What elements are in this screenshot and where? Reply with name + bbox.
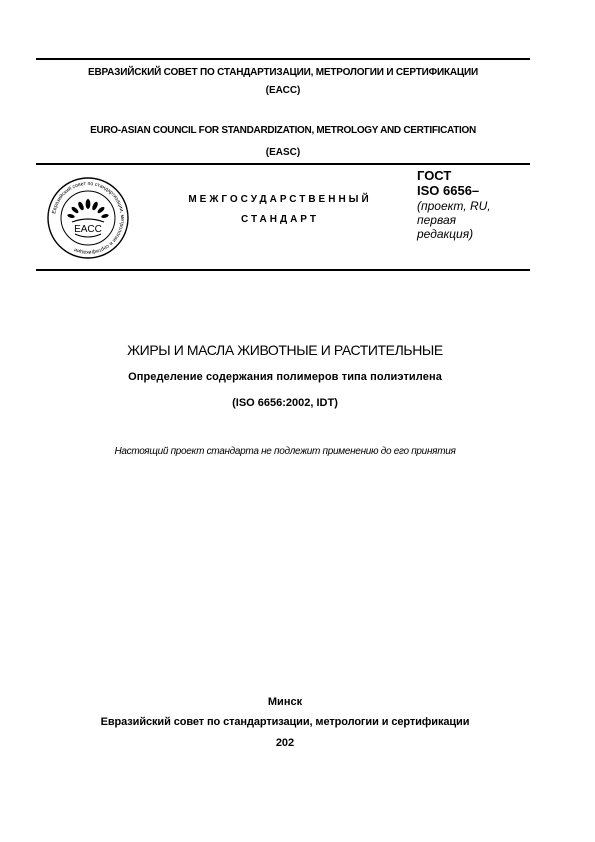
designation-block bbox=[417, 168, 537, 241]
org-name-en: EURO-ASIAN COUNCIL FOR STANDARDIZATION, METROLOGY AND CERTIFICATION bbox=[90, 125, 476, 136]
gost-note-1: (проект, RU, bbox=[417, 199, 491, 213]
middle-rule bbox=[36, 163, 530, 165]
gost-number: ISO 6656– bbox=[417, 183, 480, 198]
gost-label: ГОСТ bbox=[417, 168, 452, 183]
document-subtitle: Определение содержания полимеров типа полиэтилена bbox=[128, 371, 442, 383]
document-title: ЖИРЫ И МАСЛА ЖИВОТНЫЕ И РАСТИТЕЛЬНЫЕ bbox=[127, 342, 443, 358]
iso-reference: (ISO 6656:2002, IDT) bbox=[232, 397, 338, 409]
standard-type-line2: СТАНДАРТ bbox=[241, 214, 319, 225]
publisher-name: Евразийский совет по стандартизации, метрологии и сертификации bbox=[100, 716, 470, 728]
eacc-emblem-icon bbox=[46, 176, 130, 260]
gost-note-3: редакция) bbox=[417, 227, 474, 241]
publication-year: 202 bbox=[275, 737, 295, 749]
bottom-rule bbox=[36, 269, 530, 271]
publication-city: Минск bbox=[267, 696, 303, 708]
gost-note-2: первая bbox=[417, 213, 457, 227]
logo-ring-text: Евразийский совет по стандартизации, метрологии и сертификации bbox=[51, 180, 126, 256]
org-name-ru: ЕВРАЗИЙСКИЙ СОВЕТ ПО СТАНДАРТИЗАЦИИ, МЕТРОЛОГИИ И СЕРТИФИКАЦИИ bbox=[88, 67, 478, 78]
org-abbr-ru: (ЕАСС) bbox=[265, 85, 301, 96]
top-rule bbox=[36, 58, 530, 60]
logo-center-text: EACC bbox=[74, 224, 102, 235]
standard-type-line1: МЕЖГОСУДАРСТВЕННЫЙ bbox=[188, 194, 372, 205]
org-abbr-en: (EASC) bbox=[265, 147, 301, 158]
draft-notice: Настоящий проект стандарта не подлежит применению до его принятия bbox=[114, 446, 456, 457]
